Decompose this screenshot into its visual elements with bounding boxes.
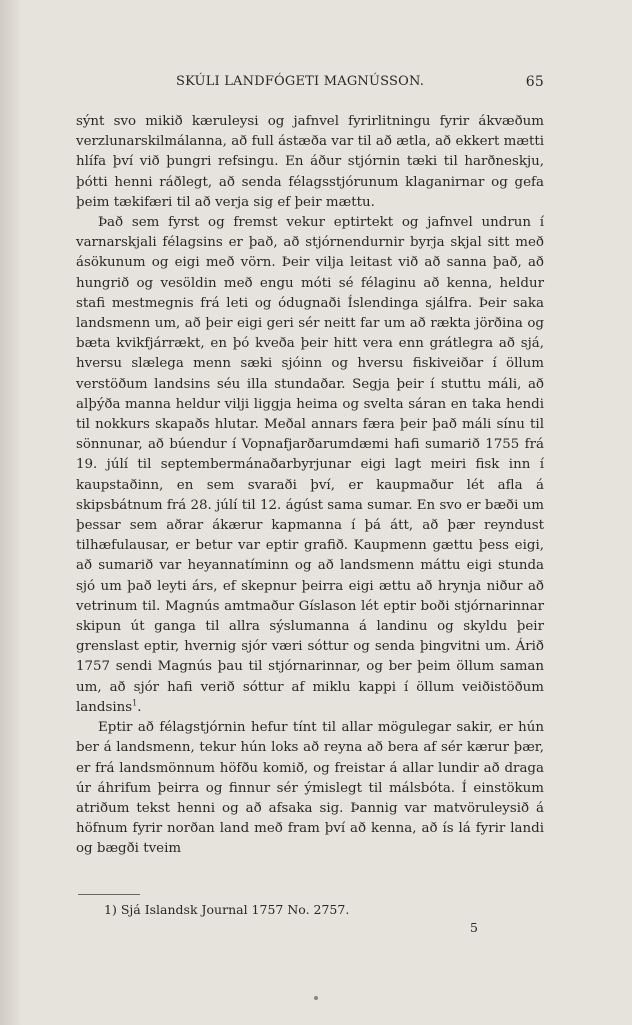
paragraph-2-end: .: [137, 699, 142, 715]
running-title: SKÚLI LANDFÓGETI MAGNÚSSON.: [176, 74, 425, 89]
footnote-text: Sjá Islandsk Journal 1757 No. 2757.: [120, 902, 350, 917]
signature-mark: 5: [470, 920, 478, 935]
paragraph-2: [76, 213, 544, 718]
running-header: [70, 74, 544, 94]
page-edge-shadow: [0, 0, 22, 1025]
paragraph-3: Eptir að félagstjórnin hefur tínt til allar mögulegar sakir, er hún ber á landsmenn, tekur hún loks að reyna að bera af sér kærur þær, er frá landsmönnum höfðu komið, og freistar á allar lundir að draga úr áhrifum þeirra og finnur sér ýmislegt til málsbóta. Í einstökum atriðum tekst henni og að afsaka sig. Þannig var matvöruleysið á höfnum fyrir norðan land með fram því að kenna, að ís lá fyrir landi og bægði tveim: [76, 720, 544, 857]
footnote-marker: 1): [104, 902, 117, 917]
paragraph-2-text: Það sem fyrst og fremst vekur eptirtekt og jafnvel undrun í varnarskjali félagsins er það, að stjórnendurnir byrja skjal sitt með ásökunum og eigi með vörn. Þeir vilja leitast við að sanna það, að hungrið og vesöldin með engu móti sé félaginu að kenna, heldur stafi mestmegnis frá leti og ódugnaði Íslendinga sjálfra. Þeir saka landsmenn um, að þeir eigi geri sér neitt far um að rækta jörðina og bæta kvikfjárrækt, en þó kveða þeir hitt vera enn grátlegra að sjá, hversu slælega menn sæki sjóinn og hversu fiskiveiðar í öllum verstöðum landsins séu illa stundaðar. Segja þeir í stuttu máli, að alþýða manna heldur vilji liggja heima og svelta sáran en taka hendi til nokkurs skapaðs hlutar. Meðal annars færa þeir það máli sínu til sönnunar, að búendur í Vopnafjarðarumdæmi hafi sumarið 1755 frá 19. júlí til septembermánaðarbyrjunar eigi lagt meiri fisk inn í kaupstaðinn, en sem svaraði því, er kaupmaður lét afla á skipsbátnum frá 28. júlí til 12. ágúst sama sumar. En svo er bæði um þessar sem aðrar ákærur kapmanna í þá átt, að þær reyndust tilhæfulausar, er betur var eptir grafið. Kaupmenn gættu þess eigi, að sumarið var heyannatíminn og að landsmenn máttu eigi stunda sjó um það leyti árs, ef skepnur þeirra eigi ættu að hrynja niður að vetrinum til. Magnús amtmaður Gíslason lét eptir boði stjórnarinnar skipun út ganga til allra sýslumanna á landinu og skyldu þeir grenslast eptir, hvernig sjór væri sóttur og senda þingvitni um. Árið 1757 sendi Magnús þau til stjórnarinnar, og ber þeim öllum saman um, að sjór hafi verið sóttur af miklu kappi í öllum veiðistöðum landsins: [76, 215, 544, 715]
speck: [314, 996, 318, 1000]
footnote: [104, 902, 544, 917]
footnote-rule: [78, 894, 140, 895]
paragraph-1: sýnt svo mikið kæruleysi og jafnvel fyrirlitningu fyrir ákvæðum verzlunarskilmálanna, að full ástæða var til að ætla, að ekkert mætti hlífa því við þungri refsingu. En áður stjórnin tæki til harðneskju, þótti henni ráðlegt, að senda félagsstjórunum klaganirnar og gefa þeim tækifæri til að verja sig ef þeir mættu.: [76, 114, 544, 210]
page-number: 65: [525, 74, 544, 90]
footnote-reference: 1: [132, 698, 138, 708]
body-text: [76, 112, 544, 860]
